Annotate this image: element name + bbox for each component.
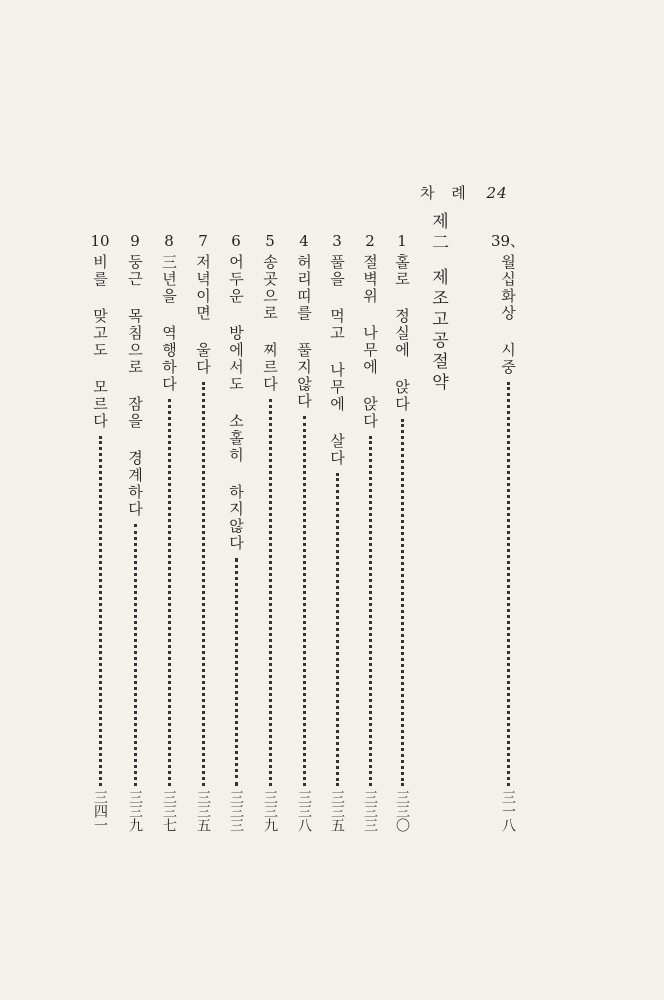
entry-title: 어두운 방에서도 소홀히 하지않다 (227, 254, 245, 552)
leader-dots (369, 436, 372, 786)
entry-page: 三三九 (127, 790, 143, 832)
entry-page: 三三五 (329, 790, 345, 832)
leader-dots (202, 382, 205, 786)
entry-number: 1 (397, 232, 407, 250)
entry-title: 비를 맞고도 모르다 (91, 254, 109, 430)
entry-title: 둥근 목침으로 잠을 경계하다 (126, 254, 144, 518)
toc-entry-5 (258, 232, 282, 832)
section-title: 제조고공절약 (428, 268, 448, 394)
entry-page: 三三七 (161, 790, 177, 832)
entry-number: 3 (332, 232, 342, 250)
leader-dots (507, 382, 510, 786)
entry-page: 三三三 (228, 790, 244, 832)
entry-title: 허리띠를 풀지않다 (295, 254, 313, 410)
entry-number: 10 (90, 232, 110, 250)
entry-page: 三一八 (500, 790, 516, 832)
toc-entry-3 (325, 232, 349, 832)
entry-number: 8 (164, 232, 174, 250)
entry-title: 홀로 정실에 앉다 (393, 254, 411, 413)
entry-number: 5 (265, 232, 275, 250)
leader-dots (269, 399, 272, 786)
header-label: 차 례 (420, 184, 472, 202)
toc-entry-2 (358, 232, 382, 832)
entry-page: 三三五 (195, 790, 211, 832)
leader-dots (168, 399, 171, 786)
leader-dots (134, 524, 137, 786)
entry-number: 4 (299, 232, 309, 250)
entry-title: 三년을 역행하다 (160, 254, 178, 393)
entry-title: 저녁이면 울다 (194, 254, 212, 376)
entry-number: 39、 (490, 232, 526, 250)
entry-page: 三三九 (262, 790, 278, 832)
entry-number: 6 (231, 232, 241, 250)
toc-entry-1 (390, 232, 414, 832)
leader-dots (303, 416, 306, 786)
entry-title: 풀을 먹고 나무에 살다 (328, 254, 346, 467)
entry-number: 2 (365, 232, 375, 250)
toc-entry-7 (191, 232, 215, 832)
entry-number: 7 (198, 232, 208, 250)
entry-title: 월십화상 시중 (499, 254, 517, 376)
running-header (420, 182, 508, 203)
toc-entry-10 (88, 232, 112, 832)
toc-entry-4 (292, 232, 316, 832)
entry-page: 三四一 (92, 790, 108, 832)
toc-entry-39 (490, 232, 526, 832)
toc-entry-8 (157, 232, 181, 832)
entry-page: 三三八 (296, 790, 312, 832)
entry-title: 송곳으로 찌르다 (261, 254, 279, 393)
entry-title: 절벽위 나무에 앉다 (361, 254, 379, 430)
leader-dots (336, 473, 339, 786)
header-page-number: 24 (486, 184, 508, 202)
toc-entry-6 (224, 232, 248, 832)
entry-page: 三三三 (362, 790, 378, 832)
leader-dots (235, 558, 238, 786)
section-number: 제二 (428, 212, 448, 254)
leader-dots (99, 436, 102, 786)
section-heading (424, 212, 452, 394)
leader-dots (401, 419, 404, 786)
entry-number: 9 (130, 232, 140, 250)
entry-page: 三三〇 (394, 790, 410, 832)
toc-entry-9 (123, 232, 147, 832)
